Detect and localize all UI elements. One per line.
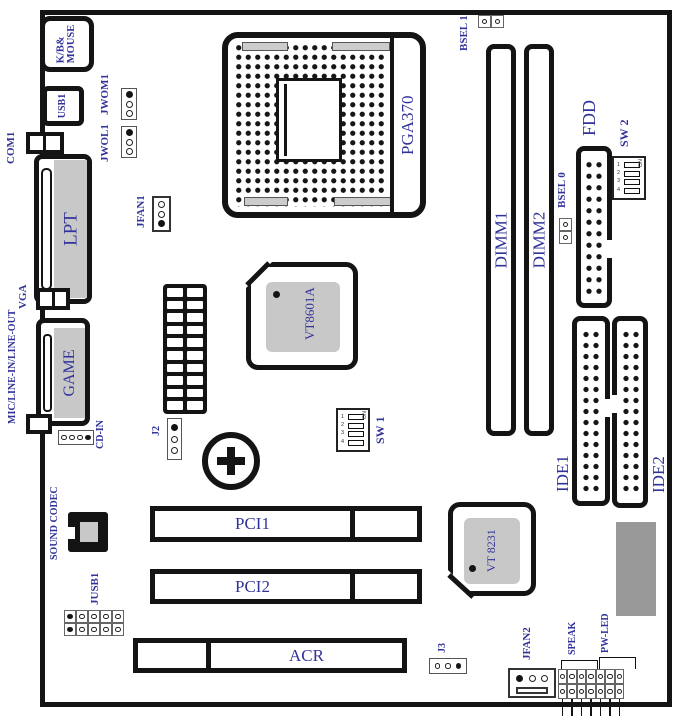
atx-pin-cell xyxy=(167,351,183,360)
pin-grid xyxy=(581,329,601,493)
connector-key-notch xyxy=(610,395,619,413)
pin xyxy=(126,101,133,108)
com1-divider xyxy=(43,136,46,150)
atx-pin-cell xyxy=(187,351,203,360)
lpt-dsub-face xyxy=(41,168,52,290)
pin xyxy=(567,684,576,699)
pin xyxy=(559,231,572,244)
speak-label: SPEAK xyxy=(567,621,578,655)
game-label: GAME xyxy=(60,349,78,397)
pin xyxy=(577,684,586,699)
atx-pin-cell xyxy=(187,364,203,373)
sw-pos: 3 xyxy=(341,430,345,437)
connector-key-notch xyxy=(604,240,613,258)
sound-codec-die xyxy=(80,522,98,542)
pci2-label: PCI2 xyxy=(235,576,270,596)
com1-connector xyxy=(26,132,64,154)
pin xyxy=(596,669,605,684)
pw-led-bracket xyxy=(599,657,636,669)
pin xyxy=(171,447,178,454)
mic-line-label: MIC/LINE-IN/LINE-OUT xyxy=(7,309,18,425)
lpt-body xyxy=(54,160,87,298)
battery-plus-icon xyxy=(227,447,235,475)
jusb1-label: JUSB1 xyxy=(89,572,101,606)
pin xyxy=(605,669,614,684)
atx-pin-cell xyxy=(187,338,203,347)
pin xyxy=(76,623,88,636)
sw-pos: 3 xyxy=(617,178,621,185)
pin xyxy=(126,139,133,146)
jwol1-label: JWOL1 xyxy=(99,124,111,162)
front-panel-header xyxy=(558,669,624,699)
socket-bar xyxy=(242,42,288,51)
pin xyxy=(605,684,614,699)
dip-slider xyxy=(348,440,364,446)
io-chip-block xyxy=(616,522,656,616)
pin xyxy=(529,675,536,682)
ide2-label: IDE2 xyxy=(649,456,668,494)
atx-pin-cell xyxy=(187,326,203,335)
sound-codec-notch xyxy=(68,527,75,539)
atx-pin-cell xyxy=(167,301,183,310)
front-panel-wires xyxy=(558,699,624,716)
pin xyxy=(126,110,133,117)
jfan1-label: JFAN1 xyxy=(135,195,147,229)
connector-key-notch xyxy=(601,399,610,417)
dip-slider xyxy=(348,431,364,437)
jwom1-header xyxy=(121,88,137,120)
vt8601a-label: VT8601A xyxy=(302,287,317,341)
wire-line xyxy=(571,699,573,716)
pw-led-label: PW-LED xyxy=(600,613,611,653)
jfan2-label: JFAN2 xyxy=(521,627,533,661)
sw-pos: 4 xyxy=(341,438,345,445)
bsel1-label: BSEL 1 xyxy=(458,15,470,51)
dip-slider xyxy=(348,423,364,429)
pin xyxy=(88,610,100,623)
slot-end-segment xyxy=(138,643,206,668)
pin xyxy=(158,201,165,208)
atx-pin-cell xyxy=(167,401,183,410)
pci1-slot xyxy=(150,506,422,542)
cd-in-label: CD-IN xyxy=(95,420,106,450)
pin-1 xyxy=(171,424,178,431)
atx-pin-cell xyxy=(167,313,183,322)
atx-pin-cell xyxy=(167,326,183,335)
dimm2-label: DIMM2 xyxy=(529,211,549,269)
bsel0-label: BSEL 0 xyxy=(556,172,568,208)
ide1-label: IDE1 xyxy=(553,455,572,493)
wire-line xyxy=(619,699,621,716)
pin-1 xyxy=(456,663,462,669)
pga370-socket xyxy=(222,32,426,218)
j3-header xyxy=(429,658,467,674)
pin-grid xyxy=(621,329,639,495)
atx-pin-cell xyxy=(167,376,183,385)
socket-lever-strip xyxy=(390,38,394,212)
pin xyxy=(596,684,605,699)
sw2-on-label: ON xyxy=(638,159,644,168)
socket-bar xyxy=(334,197,392,206)
pin xyxy=(112,623,124,636)
pin xyxy=(171,436,178,443)
sw1-on-label: ON xyxy=(362,411,368,420)
sw2-label: SW 2 xyxy=(617,119,631,147)
atx-pin-cell xyxy=(167,389,183,398)
sw2-dip-switch xyxy=(612,156,646,200)
vt8231-chip xyxy=(448,502,536,596)
pin xyxy=(100,623,112,636)
pga370-label: PGA370 xyxy=(398,95,417,155)
sw-pos: 1 xyxy=(617,161,621,168)
atx-power-connector xyxy=(163,284,207,414)
sw1-dip-switch xyxy=(336,408,370,452)
pin-1 xyxy=(158,220,165,227)
atx-pin-cell xyxy=(187,376,203,385)
sw1-label: SW 1 xyxy=(373,416,387,444)
jwom1-label: JWOM1 xyxy=(99,74,111,116)
wire-line xyxy=(562,699,564,716)
pin xyxy=(586,669,595,684)
acr-label: ACR xyxy=(289,645,324,665)
pin xyxy=(615,669,624,684)
socket-bar xyxy=(244,197,288,206)
slot-end-segment xyxy=(355,511,417,537)
dip-slider xyxy=(624,179,640,185)
pin xyxy=(158,211,165,218)
pin-2 xyxy=(64,623,76,636)
lpt-label: LPT xyxy=(60,212,81,246)
acr-slot xyxy=(133,638,407,673)
vga-connector xyxy=(36,288,70,310)
fan-header-slot xyxy=(516,687,548,694)
j2-header xyxy=(167,418,182,460)
atx-pin-cell xyxy=(187,313,203,322)
com1-label: COM1 xyxy=(5,131,17,165)
dip-slider xyxy=(624,188,640,194)
wire-line xyxy=(600,699,602,716)
speak-bracket xyxy=(561,660,598,669)
pci2-slot xyxy=(150,569,422,604)
jfan2-header xyxy=(508,668,556,698)
wire-line xyxy=(609,699,611,716)
pin xyxy=(478,15,491,28)
pin-1 xyxy=(85,435,91,441)
pin xyxy=(112,610,124,623)
pin xyxy=(558,684,567,699)
bsel1-jumper xyxy=(478,15,504,28)
vt8601a-chip xyxy=(246,262,358,370)
sw-pos: 2 xyxy=(341,422,345,429)
atx-pin-cell xyxy=(187,389,203,398)
jwol1-header xyxy=(121,126,137,158)
atx-pin-cell xyxy=(167,338,183,347)
atx-pin-cell xyxy=(187,288,203,297)
pin xyxy=(567,669,576,684)
j2-label: J2 xyxy=(151,426,162,436)
game-dsub-face xyxy=(43,334,52,412)
pin-grid xyxy=(584,159,604,295)
socket-bar xyxy=(332,42,390,51)
fdd-connector xyxy=(576,146,612,308)
pin xyxy=(558,669,567,684)
pin xyxy=(577,669,586,684)
jfan1-header xyxy=(152,196,171,232)
j3-label: J3 xyxy=(437,643,448,653)
pin1-dot xyxy=(469,565,476,572)
pin xyxy=(586,684,595,699)
pin xyxy=(76,610,88,623)
pin-1 xyxy=(126,91,133,98)
cd-in-header xyxy=(58,430,94,445)
atx-pin-cell xyxy=(167,364,183,373)
atx-pin-cell xyxy=(187,301,203,310)
pin-1 xyxy=(64,610,76,623)
sw-pos: 2 xyxy=(617,170,621,177)
vt8231-label: VT 8231 xyxy=(484,529,498,573)
fdd-label: FDD xyxy=(579,100,599,137)
pin xyxy=(491,15,504,28)
pin1-dot xyxy=(273,291,280,298)
sound-codec-chip xyxy=(68,512,108,552)
pin-1 xyxy=(516,675,523,682)
pci1-label: PCI1 xyxy=(235,514,270,533)
kb-mouse-label: K/B& MOUSE xyxy=(55,24,77,64)
pin xyxy=(559,218,572,231)
pin xyxy=(100,610,112,623)
jusb1-header xyxy=(64,610,124,636)
game-body xyxy=(54,328,85,418)
dip-slider xyxy=(624,171,640,177)
atx-pin-cell xyxy=(167,288,183,297)
sw-pos: 4 xyxy=(617,186,621,193)
sound-codec-label: SOUND CODEC xyxy=(49,486,60,560)
pin-1 xyxy=(126,129,133,136)
pin xyxy=(61,435,67,441)
battery xyxy=(202,432,260,490)
vga-divider xyxy=(52,292,55,306)
pin xyxy=(445,663,451,669)
dimm2-slot xyxy=(524,44,554,436)
dimm1-slot xyxy=(486,44,516,436)
wire-line xyxy=(581,699,583,716)
atx-pin-cell xyxy=(187,401,203,410)
pin xyxy=(77,435,83,441)
slot-end-segment xyxy=(355,574,417,599)
pin xyxy=(615,684,624,699)
pin xyxy=(541,675,548,682)
usb1-label: USB1 xyxy=(57,93,68,119)
pin xyxy=(435,663,441,669)
kb-mouse-port xyxy=(40,16,94,72)
wire-line xyxy=(590,699,592,716)
game-mount-tab xyxy=(26,414,52,434)
sw-pos: 1 xyxy=(341,413,345,420)
socket-center-cavity xyxy=(276,78,342,162)
usb1-port xyxy=(42,86,84,126)
dimm1-label: DIMM1 xyxy=(491,211,511,269)
vga-label: VGA xyxy=(17,284,29,310)
pin xyxy=(126,148,133,155)
bsel0-jumper xyxy=(559,218,572,244)
pin xyxy=(69,435,75,441)
pin xyxy=(88,623,100,636)
cavity-line xyxy=(284,84,287,156)
